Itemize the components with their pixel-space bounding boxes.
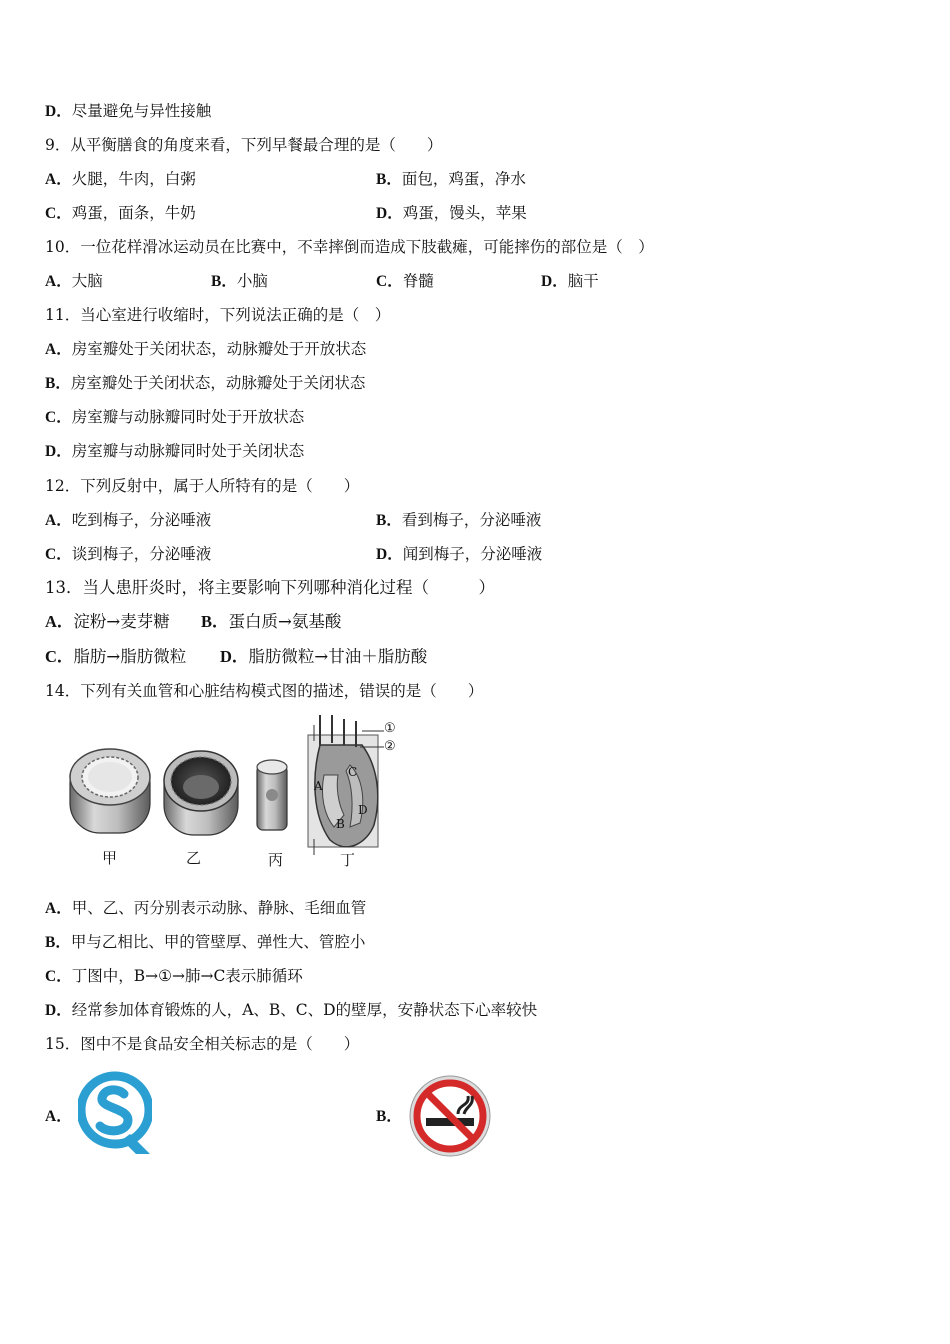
option-letter: D．	[376, 205, 403, 222]
option-letter: B．	[376, 512, 402, 529]
option-letter: C．	[45, 647, 74, 666]
option-text: 丁图中，B→①→肺→C表示肺循环	[71, 967, 303, 985]
q13-option-d	[220, 647, 427, 667]
option-text: 火腿，牛肉，白粥	[71, 170, 196, 188]
figure-caption-yi: 乙	[186, 849, 202, 867]
option-text: 经常参加体育锻炼的人，A、B、C、D的壁厚，安静状态下心率较快	[71, 1001, 538, 1019]
q15-option-b	[376, 1106, 402, 1127]
q11-option-d	[45, 441, 304, 462]
option-letter: C．	[45, 546, 72, 563]
q9-option-a	[45, 169, 196, 190]
figure-caption-jia: 甲	[102, 849, 118, 867]
option-text: 闻到梅子，分泌唾液	[402, 545, 543, 563]
option-letter: B．	[45, 934, 71, 951]
option-letter: D．	[376, 546, 403, 563]
capillary-drawing	[257, 760, 287, 830]
option-text: 鸡蛋，馒头，苹果	[402, 204, 527, 222]
q13-option-c	[45, 647, 186, 667]
q10-option-b	[211, 271, 268, 292]
option-text: 谈到梅子，分泌唾液	[71, 545, 212, 563]
option-letter: B．	[45, 375, 71, 392]
option-text: 甲与乙相比、甲的管壁厚、弹性大、管腔小	[70, 933, 366, 951]
option-letter: A．	[45, 341, 72, 358]
option-letter: D．	[45, 103, 72, 120]
option-text: 看到梅子，分泌唾液	[401, 511, 542, 529]
option-text: 脂肪→脂肪微粒	[73, 647, 187, 666]
question-9-stem: 9．从平衡膳食的角度来看，下列早餐最合理的是（ ）	[45, 136, 443, 154]
heart-label-2: ②	[384, 739, 396, 754]
option-text: 大脑	[71, 272, 103, 290]
question-15-stem: 15．图中不是食品安全相关标志的是（ ）	[45, 1035, 360, 1053]
figure-caption-ding: 丁	[340, 851, 356, 869]
option-text: 甲、乙、丙分别表示动脉、静脉、毛细血管	[71, 899, 367, 917]
option-letter: C．	[45, 968, 72, 985]
option-letter: A．	[45, 1108, 72, 1125]
option-letter: B．	[211, 273, 237, 290]
q11-option-c	[45, 407, 304, 428]
option-text: 房室瓣处于关闭状态，动脉瓣处于开放状态	[71, 340, 367, 358]
option-text: 尽量避免与异性接触	[71, 102, 212, 120]
qs-logo-icon	[78, 1068, 152, 1158]
option-text: 淀粉→麦芽糖	[73, 612, 170, 631]
option-letter: C．	[45, 205, 72, 222]
question-11-stem: 11．当心室进行收缩时，下列说法正确的是（ ）	[45, 306, 391, 324]
option-letter: C．	[45, 409, 72, 426]
q14-option-b	[45, 932, 365, 953]
option-text: 房室瓣与动脉瓣同时处于开放状态	[71, 408, 305, 426]
artery-drawing	[70, 749, 150, 833]
option-text: 蛋白质→氨基酸	[228, 612, 342, 631]
option-text: 房室瓣处于关闭状态，动脉瓣处于关闭状态	[70, 374, 366, 392]
option-text: 脊髓	[402, 272, 434, 290]
no-smoking-icon	[408, 1074, 492, 1158]
q8-option-d	[45, 101, 211, 122]
heart-label-a: A	[314, 779, 323, 793]
q14-option-c	[45, 966, 303, 987]
q13-option-a	[45, 612, 170, 632]
option-text: 小脑	[236, 272, 268, 290]
q14-option-a	[45, 898, 366, 919]
option-letter: A．	[45, 171, 72, 188]
option-letter: A．	[45, 612, 74, 631]
heart-label-b: B	[336, 817, 345, 831]
q11-option-b	[45, 373, 365, 394]
question-12-stem: 12．下列反射中，属于人所特有的是（ ）	[45, 477, 360, 495]
vein-drawing	[164, 751, 238, 835]
vessel-heart-figure	[62, 715, 422, 875]
q9-option-b	[376, 169, 526, 190]
option-letter: D．	[45, 443, 72, 460]
option-text: 房室瓣与动脉瓣同时处于关闭状态	[71, 442, 305, 460]
option-letter: C．	[376, 273, 403, 290]
option-letter: A．	[45, 273, 72, 290]
q12-option-a	[45, 510, 211, 531]
heart-label-1: ①	[384, 721, 396, 736]
figure-caption-bing: 丙	[268, 851, 284, 869]
option-text: 脑干	[567, 272, 599, 290]
option-letter: A．	[45, 900, 72, 917]
q15-option-a	[45, 1106, 72, 1127]
q10-option-a	[45, 271, 103, 292]
q12-option-b	[376, 510, 541, 531]
q9-option-c	[45, 203, 196, 224]
heart-label-d: D	[358, 803, 368, 817]
option-text: 吃到梅子，分泌唾液	[71, 511, 212, 529]
option-letter: D．	[220, 647, 249, 666]
option-text: 鸡蛋，面条，牛奶	[71, 204, 196, 222]
no-smoking-logo	[408, 1074, 492, 1158]
q10-option-d	[541, 271, 599, 292]
q12-option-d	[376, 544, 542, 565]
option-letter: B．	[201, 612, 229, 631]
option-letter: A．	[45, 512, 72, 529]
q13-option-b	[201, 612, 341, 632]
heart-label-c: C	[348, 765, 358, 779]
question-10-stem: 10．一位花样滑冰运动员在比赛中，不幸摔倒而造成下肢截瘫，可能摔伤的部位是（ ）	[45, 238, 654, 256]
option-text: 面包，鸡蛋，净水	[401, 170, 526, 188]
q10-option-c	[376, 271, 434, 292]
option-letter: B．	[376, 171, 402, 188]
q12-option-c	[45, 544, 211, 565]
option-letter: D．	[541, 273, 568, 290]
q14-option-d	[45, 1000, 537, 1021]
option-text: 脂肪微粒→甘油＋脂肪酸	[248, 647, 428, 666]
question-13-stem: 13．当人患肝炎时，将主要影响下列哪种消化过程（ ）	[45, 578, 495, 597]
option-letter: B．	[376, 1108, 402, 1125]
q11-option-a	[45, 339, 366, 360]
option-letter: D．	[45, 1002, 72, 1019]
question-14-stem: 14．下列有关血管和心脏结构模式图的描述，错误的是（ ）	[45, 682, 484, 700]
qs-logo	[78, 1068, 152, 1158]
q9-option-d	[376, 203, 527, 224]
